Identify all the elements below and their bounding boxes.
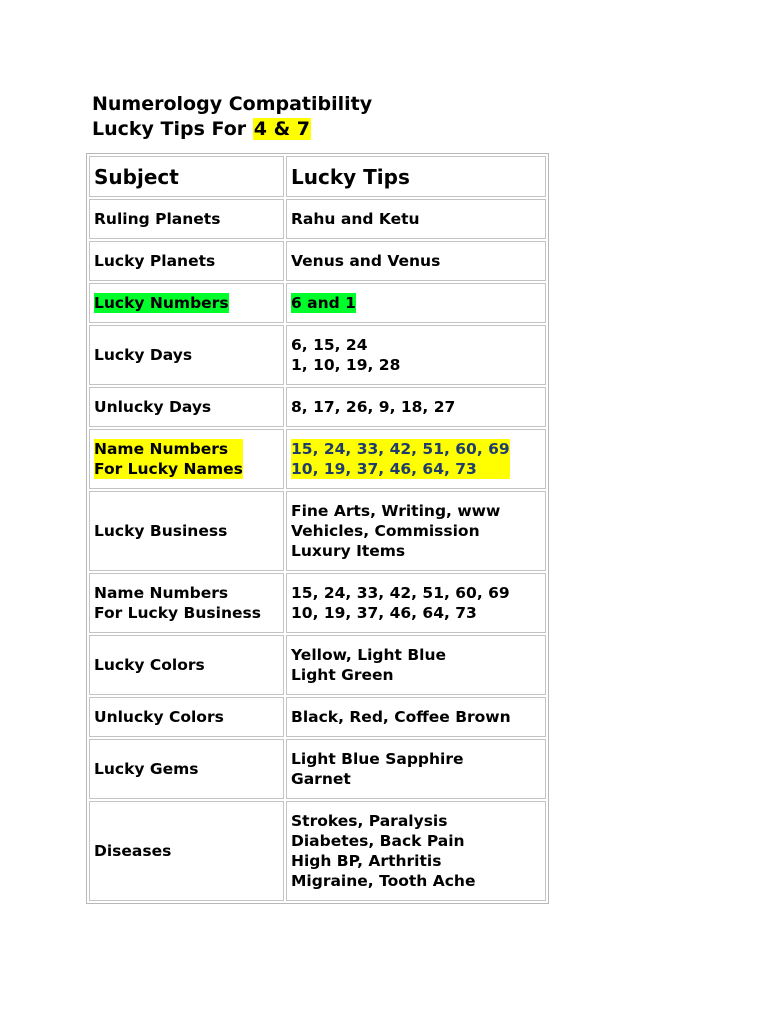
table-row [89, 325, 546, 385]
tips-line: Fine Arts, Writing, www [291, 502, 501, 520]
subject-line: Name Numbers [94, 584, 229, 602]
row-tips-cell [286, 697, 546, 737]
page-title [92, 92, 372, 142]
tips-line: Light Blue Sapphire [291, 750, 464, 768]
subject-line: Lucky Numbers [94, 294, 229, 312]
row-subject-cell [89, 635, 284, 695]
subject-line: Unlucky Days [94, 398, 212, 416]
tips-line: 6 and 1 [291, 294, 356, 312]
header-subject: Subject [89, 156, 284, 197]
row-tips-cell [286, 199, 546, 239]
tips-line: Venus and Venus [291, 252, 441, 270]
subject-text [94, 397, 211, 417]
tips-line: Black, Red, Coffee Brown [291, 708, 511, 726]
table-row [89, 573, 546, 633]
subject-text [94, 439, 243, 479]
subject-line: Lucky Gems [94, 760, 199, 778]
tips-line: High BP, Arthritis [291, 852, 442, 870]
subject-text [94, 583, 261, 623]
table-row [89, 697, 546, 737]
row-tips-cell [286, 387, 546, 427]
subject-line: For Lucky Business [94, 604, 261, 622]
subject-line: Ruling Planets [94, 210, 221, 228]
tips-text [291, 811, 475, 891]
subject-text [94, 841, 171, 861]
row-tips-cell [286, 801, 546, 901]
tips-text [291, 583, 510, 623]
row-subject-cell [89, 573, 284, 633]
subject-line: Unlucky Colors [94, 708, 224, 726]
subject-text [94, 251, 215, 271]
row-subject-cell [89, 199, 284, 239]
subject-text [94, 655, 205, 675]
tips-line: Rahu and Ketu [291, 210, 420, 228]
tips-text [291, 439, 510, 479]
row-subject-cell [89, 491, 284, 571]
tips-line: 6, 15, 24 [291, 336, 368, 354]
subject-line: Lucky Days [94, 346, 193, 364]
table-row [89, 283, 546, 323]
row-tips-cell [286, 739, 546, 799]
subject-line: For Lucky Names [94, 460, 243, 478]
subject-text [94, 707, 224, 727]
table-row [89, 635, 546, 695]
row-subject-cell [89, 801, 284, 901]
subject-text [94, 759, 199, 779]
row-tips-cell [286, 241, 546, 281]
row-tips-cell [286, 573, 546, 633]
table-header-row [89, 156, 546, 197]
tips-line: Vehicles, Commission [291, 522, 480, 540]
tips-line: Luxury Items [291, 542, 406, 560]
table-row [89, 429, 546, 489]
table-row [89, 241, 546, 281]
tips-line: Diabetes, Back Pain [291, 832, 465, 850]
row-tips-cell [286, 491, 546, 571]
subject-text [94, 209, 220, 229]
tips-text [291, 335, 400, 375]
tips-line: 1, 10, 19, 28 [291, 356, 401, 374]
subject-line: Lucky Colors [94, 656, 205, 674]
tips-line: 10, 19, 37, 46, 64, 73 [291, 460, 477, 478]
subject-text [94, 521, 227, 541]
table-row [89, 387, 546, 427]
table-row [89, 199, 546, 239]
row-tips-cell [286, 429, 546, 489]
tips-line: Yellow, Light Blue [291, 646, 446, 664]
tips-text [291, 251, 440, 271]
tips-text [291, 749, 464, 789]
row-tips-cell [286, 635, 546, 695]
title-highlight: 4 & 7 [253, 118, 311, 140]
row-subject-cell [89, 429, 284, 489]
title-line-1: Numerology Compatibility [92, 93, 373, 115]
row-subject-cell [89, 697, 284, 737]
row-tips-cell [286, 283, 546, 323]
row-subject-cell [89, 325, 284, 385]
subject-line: Lucky Business [94, 522, 228, 540]
tips-line: 15, 24, 33, 42, 51, 60, 69 [291, 440, 510, 458]
lucky-tips-table [86, 153, 549, 904]
subject-text [94, 293, 229, 313]
table-row [89, 801, 546, 901]
subject-line: Lucky Planets [94, 252, 216, 270]
row-subject-cell [89, 283, 284, 323]
subject-line: Name Numbers [94, 440, 229, 458]
tips-line: 15, 24, 33, 42, 51, 60, 69 [291, 584, 510, 602]
row-subject-cell [89, 387, 284, 427]
tips-line: Strokes, Paralysis [291, 812, 448, 830]
tips-text [291, 707, 511, 727]
tips-text [291, 645, 446, 685]
tips-line: Garnet [291, 770, 351, 788]
tips-line: 10, 19, 37, 46, 64, 73 [291, 604, 477, 622]
tips-line: Light Green [291, 666, 394, 684]
table-row [89, 491, 546, 571]
tips-line: Migraine, Tooth Ache [291, 872, 476, 890]
row-subject-cell [89, 241, 284, 281]
row-tips-cell [286, 325, 546, 385]
row-subject-cell [89, 739, 284, 799]
header-lucky-tips: Lucky Tips [286, 156, 546, 197]
tips-text [291, 293, 356, 313]
title-line-2 [92, 117, 372, 142]
subject-text [94, 345, 192, 365]
tips-line: 8, 17, 26, 9, 18, 27 [291, 398, 456, 416]
tips-text [291, 209, 420, 229]
table-row [89, 739, 546, 799]
title-line-2-prefix: Lucky Tips For [92, 118, 253, 140]
tips-text [291, 501, 500, 561]
tips-text [291, 397, 455, 417]
subject-line: Diseases [94, 842, 172, 860]
